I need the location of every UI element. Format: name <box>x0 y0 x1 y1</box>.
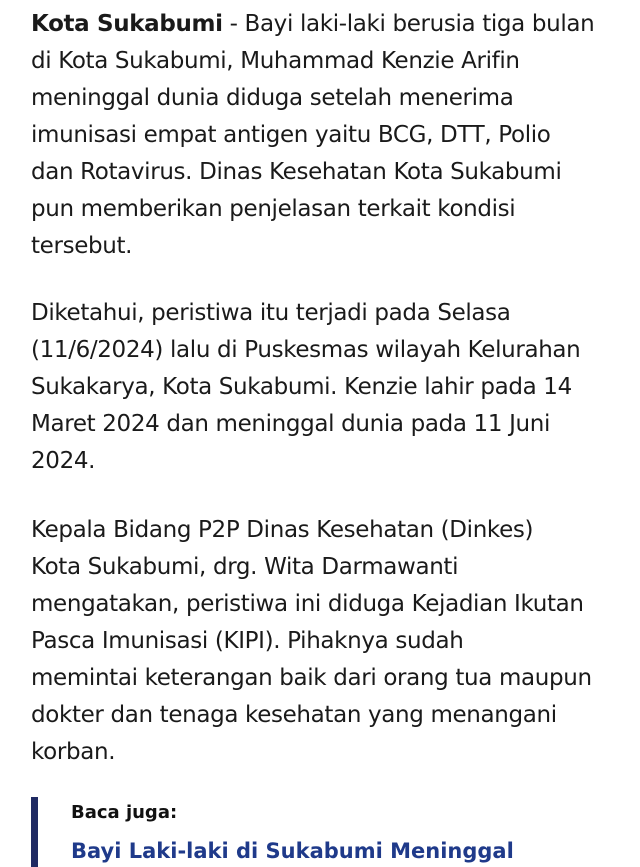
paragraph-line: korban. <box>31 739 116 765</box>
paragraph-line: tersebut. <box>31 233 133 259</box>
paragraph-line: memintai keterangan baik dari orang tua maupun <box>31 665 592 691</box>
article-paragraph-1 <box>31 6 594 265</box>
paragraph-line: Sukakarya, Kota Sukabumi. Kenzie lahir pada 14 <box>31 374 572 400</box>
paragraph-line: pun memberikan penjelasan terkait kondisi <box>31 196 516 222</box>
paragraph-line: imunisasi empat antigen yaitu BCG, DTT, Polio <box>31 122 551 148</box>
read-also-accent-bar <box>31 797 38 867</box>
read-also-title: Baca juga: <box>71 802 178 823</box>
paragraph-line: Maret 2024 dan meninggal dunia pada 11 Juni <box>31 411 550 437</box>
paragraph-line: mengatakan, peristiwa ini diduga Kejadian Ikutan <box>31 591 584 617</box>
paragraph-text: - Bayi laki-laki berusia tiga bulan <box>222 11 595 37</box>
paragraph-line: dan Rotavirus. Dinas Kesehatan Kota Sukabumi <box>31 159 562 185</box>
read-also-box <box>31 797 623 867</box>
dateline-location: Kota Sukabumi <box>31 11 223 37</box>
paragraph-line: Kota Sukabumi, drg. Wita Darmawanti <box>31 554 459 580</box>
paragraph-line: (11/6/2024) lalu di Puskesmas wilayah Kelurahan <box>31 337 581 363</box>
paragraph-line: Diketahui, peristiwa itu terjadi pada Selasa <box>31 300 511 326</box>
paragraph-line: meninggal dunia diduga setelah menerima <box>31 85 514 111</box>
paragraph-line: Pasca Imunisasi (KIPI). Pihaknya sudah <box>31 628 464 654</box>
paragraph-line: Kepala Bidang P2P Dinas Kesehatan (Dinkes) <box>31 517 534 543</box>
paragraph-line: 2024. <box>31 448 96 474</box>
article-paragraph-2 <box>31 295 580 480</box>
read-also-link[interactable]: Bayi Laki-laki di Sukabumi Meninggal <box>71 839 514 863</box>
paragraph-line: dokter dan tenaga kesehatan yang menangani <box>31 702 557 728</box>
article-paragraph-3 <box>31 512 592 771</box>
paragraph-line: di Kota Sukabumi, Muhammad Kenzie Arifin <box>31 48 520 74</box>
paragraph-line <box>31 6 594 43</box>
